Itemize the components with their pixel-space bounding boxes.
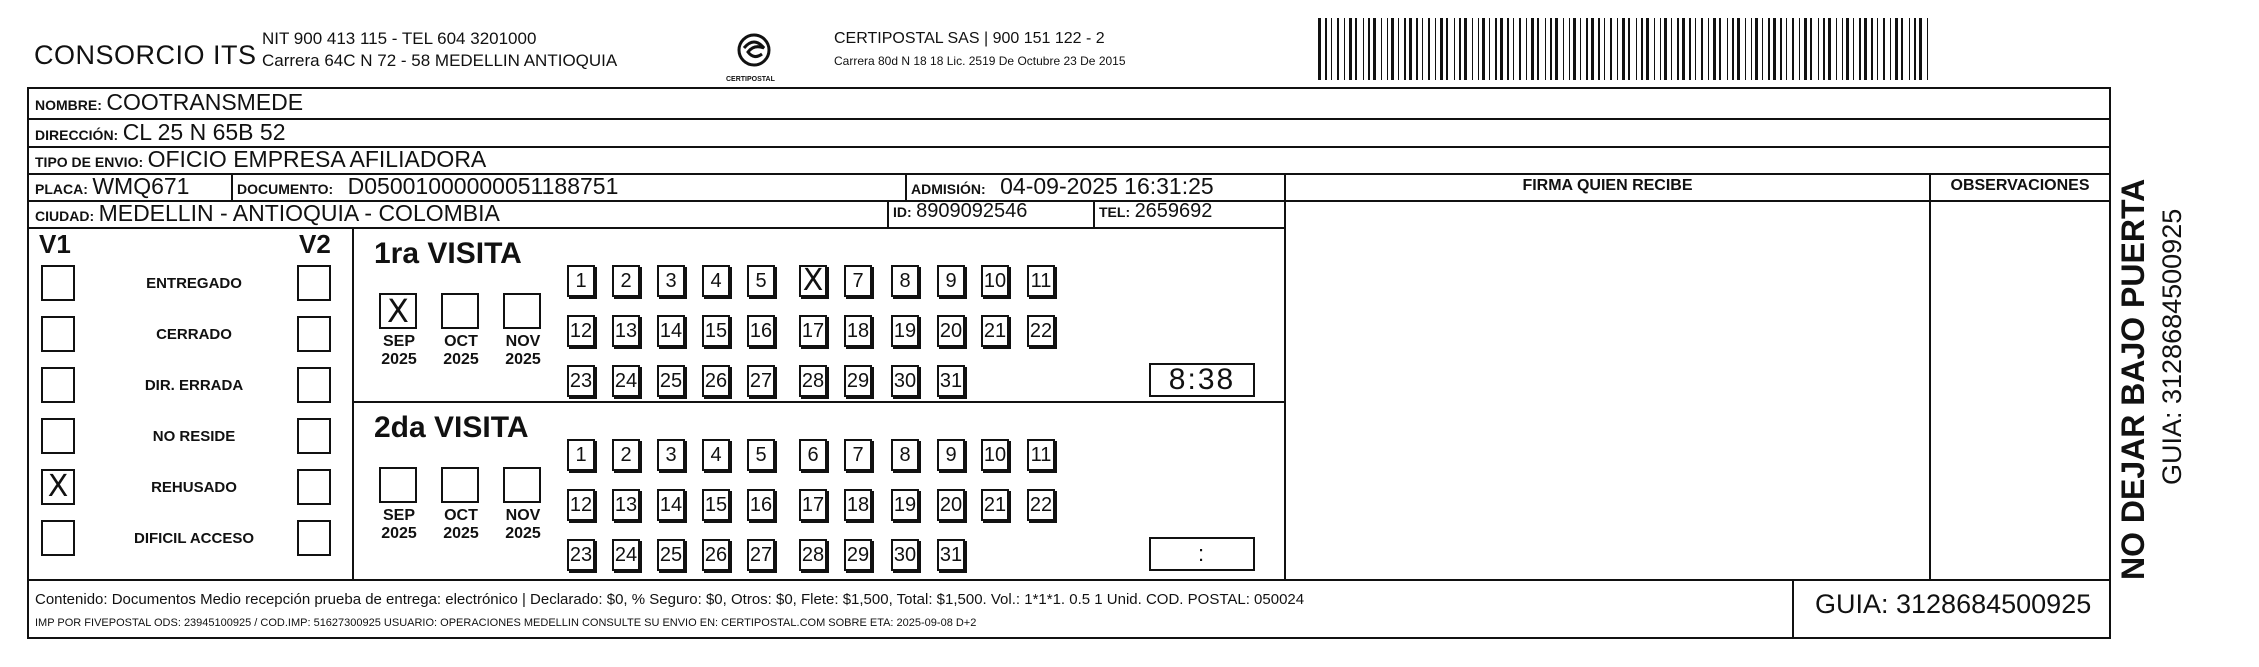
day-box[interactable]: 15 (702, 489, 730, 521)
v1-checkbox[interactable]: X (41, 469, 75, 505)
footer-guia: GUIA: 3128684500925 (1815, 589, 2092, 619)
month-label (374, 333, 424, 369)
status-label: NO RESIDE (152, 428, 236, 445)
day-box[interactable]: 16 (747, 489, 775, 521)
observaciones-header: OBSERVACIONES (1950, 177, 2090, 194)
documento-label: DOCUMENTO: (237, 181, 334, 197)
v2-header: V2 (299, 229, 331, 259)
day-box[interactable]: 1 (567, 439, 595, 471)
month-name: OCT (444, 507, 478, 524)
time-box[interactable]: : (1149, 537, 1255, 571)
status-label: DIR. ERRADA (144, 377, 244, 394)
day-box[interactable]: 28 (799, 539, 827, 571)
day-box[interactable]: 7 (844, 439, 872, 471)
status-label: DIFICIL ACCESO (133, 530, 254, 547)
day-box[interactable]: 20 (937, 315, 965, 347)
day-box[interactable]: 22 (1027, 315, 1055, 347)
ciudad-label: CIUDAD: (35, 208, 95, 224)
day-box[interactable]: 22 (1027, 489, 1055, 521)
barcode (1318, 18, 1936, 80)
day-box[interactable]: 17 (799, 315, 827, 347)
day-box[interactable]: 25 (657, 365, 685, 397)
certipostal-info (834, 28, 1126, 72)
day-box[interactable]: 13 (612, 315, 640, 347)
id-value: 8909092546 (916, 200, 1028, 222)
placa-value: WMQ671 (92, 173, 190, 199)
day-box[interactable]: 20 (937, 489, 965, 521)
ciudad-row (35, 200, 500, 227)
day-box[interactable]: 8 (891, 439, 919, 471)
day-box[interactable]: 17 (799, 489, 827, 521)
day-box[interactable]: 24 (612, 539, 640, 571)
month-name: NOV (505, 507, 541, 524)
day-box[interactable]: 13 (612, 489, 640, 521)
day-box[interactable]: 28 (799, 365, 827, 397)
v1-checkbox[interactable] (41, 316, 75, 352)
tipo-envio-row (35, 146, 486, 173)
guide-header (0, 0, 2259, 88)
guide-form (27, 87, 2111, 639)
day-box[interactable]: 14 (657, 315, 685, 347)
day-box[interactable]: 30 (891, 365, 919, 397)
day-box[interactable]: 2 (612, 439, 640, 471)
month-label (436, 507, 486, 543)
company-name: CONSORCIO ITS (34, 40, 257, 70)
visit-title: 2da VISITA (374, 411, 529, 444)
month-checkbox[interactable] (503, 293, 541, 329)
side-guia: GUIA: 3128684500925 (2157, 208, 2187, 485)
day-box[interactable]: 4 (702, 439, 730, 471)
day-box[interactable]: 4 (702, 265, 730, 297)
day-box[interactable]: 29 (844, 365, 872, 397)
certi-line1: CERTIPOSTAL SAS | 900 151 122 - 2 (834, 30, 1105, 47)
signature-area[interactable] (1286, 202, 1929, 579)
company-info (262, 28, 617, 72)
day-box[interactable]: 2 (612, 265, 640, 297)
v1-checkbox[interactable] (41, 520, 75, 556)
time-box[interactable]: 8:38 (1149, 363, 1255, 397)
placa-row (35, 173, 189, 200)
documento-value: D05001000000051188751 (347, 173, 619, 199)
logo-text: CERTIPOSTAL (726, 76, 775, 83)
month-checkbox[interactable]: X (379, 293, 417, 329)
day-box[interactable]: 31 (937, 539, 965, 571)
placa-label: PLACA: (35, 181, 88, 197)
day-box[interactable]: 21 (981, 489, 1009, 521)
certi-line2: Carrera 80d N 18 18 Lic. 2519 De Octubre 23 De 2015 (834, 54, 1126, 68)
day-box[interactable]: 15 (702, 315, 730, 347)
v1-checkbox[interactable] (41, 367, 75, 403)
nit-line: NIT 900 413 115 - TEL 604 3201000 (262, 29, 537, 48)
day-box[interactable]: 14 (657, 489, 685, 521)
nombre-value: COOTRANSMEDE (106, 89, 304, 115)
firma-header: FIRMA QUIEN RECIBE (1522, 177, 1693, 194)
v1-checkbox[interactable] (41, 265, 75, 301)
observations-area[interactable] (1931, 202, 2109, 579)
v1-header: V1 (39, 229, 71, 259)
day-box[interactable]: 19 (891, 315, 919, 347)
day-box[interactable]: 3 (657, 439, 685, 471)
month-label (498, 333, 548, 369)
v2-checkbox[interactable] (297, 265, 331, 301)
day-box[interactable]: 19 (891, 489, 919, 521)
day-box[interactable]: 11 (1027, 265, 1055, 297)
month-checkbox[interactable] (503, 467, 541, 503)
tel-value: 2659692 (1134, 200, 1213, 222)
month-checkbox[interactable] (441, 293, 479, 329)
day-box[interactable]: 3 (657, 265, 685, 297)
tel-cell (1099, 200, 1212, 223)
day-box[interactable]: 27 (747, 365, 775, 397)
status-label: CERRADO (156, 326, 232, 343)
month-year: 2025 (381, 525, 417, 542)
day-box[interactable]: 12 (567, 315, 595, 347)
day-box[interactable]: 30 (891, 539, 919, 571)
day-box[interactable]: 1 (567, 265, 595, 297)
address-line: Carrera 64C N 72 - 58 MEDELLIN ANTIOQUIA (262, 51, 618, 70)
v2-checkbox[interactable] (297, 316, 331, 352)
month-name: SEP (382, 333, 415, 350)
direccion-value: CL 25 N 65B 52 (122, 119, 286, 145)
status-label: REHUSADO (151, 479, 237, 496)
v2-checkbox[interactable] (297, 367, 331, 403)
side-warning: NO DEJAR BAJO PUERTA (2115, 178, 2151, 580)
nombre-label: NOMBRE: (35, 97, 102, 113)
month-year: 2025 (505, 351, 541, 368)
nombre-row (35, 89, 303, 116)
day-box[interactable]: 29 (844, 539, 872, 571)
ciudad-value: MEDELLIN - ANTIOQUIA - COLOMBIA (98, 200, 500, 226)
side-text (2115, 110, 2255, 610)
footer-contents: Contenido: Documentos Medio recepción prueba de entrega: electrónico | Declarado: $0, % Seguro: $0, Otros: $0, Flete: $1,500, Total: $1,500. Vol.: 1*1*1. 0.5 1 Unid. COD. POSTAL: 050024 (35, 591, 1305, 608)
v1-checkbox[interactable] (41, 418, 75, 454)
day-box[interactable]: 16 (747, 315, 775, 347)
certipostal-logo-icon (730, 30, 778, 78)
v2-checkbox[interactable] (297, 469, 331, 505)
day-box[interactable]: 8 (891, 265, 919, 297)
month-year: 2025 (381, 351, 417, 368)
month-checkbox[interactable] (441, 467, 479, 503)
day-box[interactable]: 10 (981, 265, 1009, 297)
day-box[interactable]: 23 (567, 539, 595, 571)
tipo-envio-label: TIPO DE ENVIO: (35, 154, 144, 170)
day-box[interactable]: 9 (937, 439, 965, 471)
day-box[interactable]: 5 (747, 439, 775, 471)
tipo-envio-value: OFICIO EMPRESA AFILIADORA (147, 146, 487, 172)
day-box[interactable]: 26 (702, 365, 730, 397)
direccion-label: DIRECCIÓN: (35, 127, 119, 143)
footer-print-info: IMP POR FIVEPOSTAL ODS: 23945100925 / COD.IMP: 51627300925 USUARIO: OPERACIONES MEDELLIN CONSULTE SU ENVIO EN: CERTIPOSTAL.COM SOBRE ETA: 2025-09-08 D+2 (35, 617, 977, 629)
month-year: 2025 (505, 525, 541, 542)
day-box[interactable]: 31 (937, 365, 965, 397)
day-box[interactable]: 5 (747, 265, 775, 297)
admision-cell (911, 173, 1214, 200)
day-box[interactable]: 25 (657, 539, 685, 571)
v2-checkbox[interactable] (297, 520, 331, 556)
day-box[interactable]: 24 (612, 365, 640, 397)
day-box[interactable]: 10 (981, 439, 1009, 471)
day-box[interactable]: 7 (844, 265, 872, 297)
v2-checkbox[interactable] (297, 418, 331, 454)
day-box[interactable]: X (799, 265, 827, 297)
month-label (374, 507, 424, 543)
day-box[interactable]: 12 (567, 489, 595, 521)
day-box[interactable]: 23 (567, 365, 595, 397)
month-label (436, 333, 486, 369)
day-box[interactable]: 26 (702, 539, 730, 571)
day-box[interactable]: 11 (1027, 439, 1055, 471)
id-label: ID: (893, 204, 912, 220)
day-box[interactable]: 18 (844, 489, 872, 521)
tel-label: TEL: (1099, 204, 1131, 220)
month-name: SEP (382, 507, 415, 524)
status-label: ENTREGADO (146, 275, 242, 292)
month-name: NOV (505, 333, 541, 350)
day-box[interactable]: 27 (747, 539, 775, 571)
day-box[interactable]: 9 (937, 265, 965, 297)
month-year: 2025 (443, 525, 479, 542)
month-year: 2025 (443, 351, 479, 368)
direccion-row (35, 119, 286, 146)
day-box[interactable]: 18 (844, 315, 872, 347)
admision-value: 04-09-2025 16:31:25 (1000, 173, 1214, 199)
id-cell (893, 200, 1027, 223)
visit-title: 1ra VISITA (374, 237, 522, 270)
month-name: OCT (444, 333, 478, 350)
documento-cell (237, 173, 618, 200)
day-box[interactable]: 21 (981, 315, 1009, 347)
day-box[interactable]: 6 (799, 439, 827, 471)
admision-label: ADMISIÓN: (911, 181, 986, 197)
month-label (498, 507, 548, 543)
month-checkbox[interactable] (379, 467, 417, 503)
